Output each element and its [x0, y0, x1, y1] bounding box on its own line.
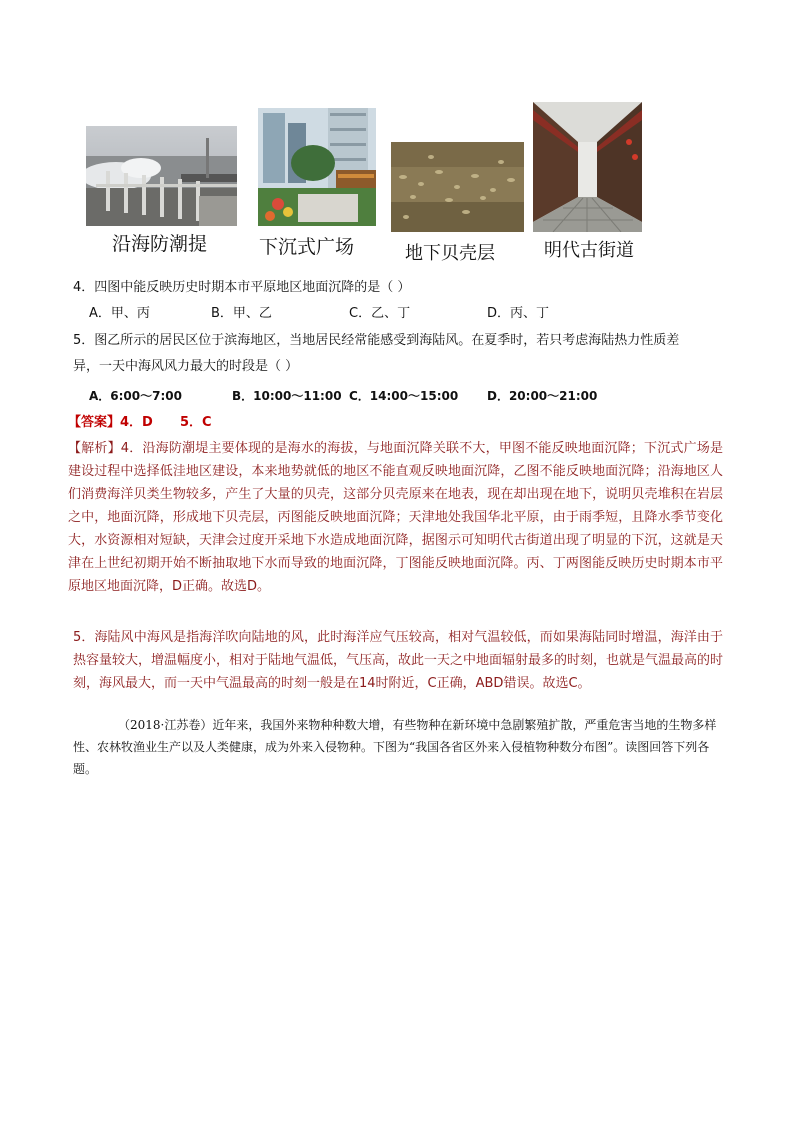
- q4-option-d: D．丙、丁: [487, 306, 550, 321]
- q5-stem-line1: 5．图乙所示的居民区位于滨海地区，当地居民经常能感受到海陆风。在夏季时，若只考虑海陆热力性质差: [73, 333, 680, 348]
- q5-option-d: D．20:00～21:00: [487, 389, 598, 403]
- q5-options: [89, 387, 597, 405]
- q4-option-a: A．甲、丙: [89, 306, 150, 321]
- sunken-plaza-photo: [258, 108, 376, 226]
- analysis-q4: 【解析】4．沿海防潮堤主要体现的是海水的海拔，与地面沉降关联不大，甲图不能反映地面沉降；下沉式广场是建设过程中选择低洼地区建设，本来地势就低的地区不能直观反映地面沉降，乙图不能反映地面沉降；沿海地区人们消费海洋贝类生物较多，产生了大量的贝壳，这部分贝壳原来在地表，现在却出现在地下，说明贝壳堆积在岩层之中，地面沉降，形成地下贝壳层，丙图能反映地面沉降；天津地处我国华北平原，由于雨季短，且降水季节变化大，水资源相对短缺，天津会过度开采地下水造成地面沉降，据图示可知明代古街道出现了明显的下沉，这就是天津在上世纪初期开始不断抽取地下水而导致的地面沉降，丁图能反映地面沉降。丙、丁两图能反映历史时期本市平原地区地面沉降，D正确。故选D。: [68, 441, 723, 594]
- q4-stem: 4．四图中能反映历史时期本市平原地区地面沉降的是（ ）: [73, 280, 411, 295]
- caption-sunken-plaza: 下沉式广场: [259, 236, 355, 258]
- analysis-q5: 5．海陆风中海风是指海洋吹向陆地的风，此时海洋应气压较高，相对气温较低，而如果海陆同时增温，海洋由于热容量较大，增温幅度小，相对于陆地气温低，气压高，故此一天之中地面辐射最多的时刻，也就是气温最高的时刻，海风最大，而一天中气温最高的时刻一般是在14时附近，C正确，ABD错误。故选C。: [73, 630, 724, 691]
- caption-old-street: 明代古街道: [544, 240, 634, 261]
- q4-option-b: B．甲、乙: [211, 306, 272, 321]
- q5-option-c: C．14:00～15:00: [349, 389, 459, 403]
- shell-layer-photo: [391, 142, 524, 232]
- q5-stem-line2: 异，一天中海风风力最大的时段是（ ）: [73, 359, 299, 374]
- next-question-intro: （2018·江苏卷）近年来，我国外来物种种数大增，有些物种在新环境中急剧繁殖扩散，严重危害当地的生物多样性、农林牧渔业生产以及人类健康，成为外来入侵物种。下图为“我国各省区外来入侵植物种数分布图”。读图回答下列各题。: [73, 718, 717, 776]
- caption-seawall: 沿海防潮提: [112, 233, 208, 255]
- q5-option-a: A．6:00～7:00: [89, 389, 182, 403]
- old-street-photo: [533, 102, 642, 232]
- q4-option-c: C．乙、丁: [349, 306, 411, 321]
- q5-option-b: B．10:00～11:00: [232, 389, 342, 403]
- q4-options: [89, 305, 549, 323]
- seawall-photo: [86, 126, 237, 226]
- caption-shell-layer: 地下贝壳层: [405, 243, 495, 264]
- answer-line: 【答案】4．D 5．C: [68, 415, 212, 430]
